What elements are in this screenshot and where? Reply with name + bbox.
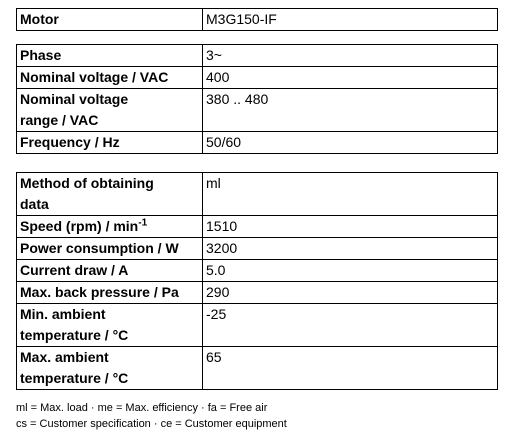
speed-value: 1510 — [203, 216, 498, 238]
nominal-voltage-value: 400 — [203, 67, 498, 89]
footnote-line-2: cs = Customer specification · ce = Customer equipment — [16, 418, 287, 430]
method-label-line2: data — [20, 196, 49, 212]
electrical-table — [16, 44, 498, 154]
table-row — [17, 282, 498, 304]
min-temp-label-line1: Min. ambient — [20, 306, 106, 322]
min-temp-label-line2: temperature / °C — [20, 327, 129, 343]
performance-table — [16, 172, 498, 390]
motor-value: M3G150-IF — [203, 9, 498, 31]
table-row — [17, 304, 498, 347]
motor-label: Motor — [17, 9, 203, 31]
power-value: 3200 — [203, 238, 498, 260]
speed-label — [17, 216, 203, 238]
frequency-value: 50/60 — [203, 132, 498, 154]
table-row — [17, 89, 498, 132]
speed-label-text: Speed (rpm) / min — [20, 218, 139, 234]
voltage-range-label — [17, 89, 203, 132]
phase-label: Phase — [17, 45, 203, 67]
table-row — [17, 216, 498, 238]
nominal-voltage-label: Nominal voltage / VAC — [17, 67, 203, 89]
table-row — [17, 238, 498, 260]
frequency-label: Frequency / Hz — [17, 132, 203, 154]
table-row — [17, 9, 498, 31]
power-label: Power consumption / W — [17, 238, 203, 260]
voltage-range-label-line1: Nominal voltage — [20, 91, 129, 107]
max-temp-label — [17, 347, 203, 390]
method-value: ml — [203, 173, 498, 216]
speed-label-sup: -1 — [138, 217, 148, 229]
table-row — [17, 67, 498, 89]
table-row — [17, 173, 498, 216]
phase-value: 3~ — [203, 45, 498, 67]
max-temp-label-line1: Max. ambient — [20, 349, 109, 365]
voltage-range-label-line2: range / VAC — [20, 112, 99, 128]
table-row — [17, 260, 498, 282]
max-temp-label-line2: temperature / °C — [20, 370, 129, 386]
back-pressure-value: 290 — [203, 282, 498, 304]
method-label — [17, 173, 203, 216]
footnote-line-1: ml = Max. load · me = Max. efficiency · fa = Free air — [16, 402, 268, 414]
min-temp-label — [17, 304, 203, 347]
method-label-line1: Method of obtaining — [20, 175, 154, 191]
current-value: 5.0 — [203, 260, 498, 282]
table-row — [17, 45, 498, 67]
motor-table — [16, 8, 498, 31]
back-pressure-label: Max. back pressure / Pa — [17, 282, 203, 304]
table-row — [17, 347, 498, 390]
current-label: Current draw / A — [17, 260, 203, 282]
table-row — [17, 132, 498, 154]
max-temp-value: 65 — [203, 347, 498, 390]
voltage-range-value: 380 .. 480 — [203, 89, 498, 132]
min-temp-value: -25 — [203, 304, 498, 347]
